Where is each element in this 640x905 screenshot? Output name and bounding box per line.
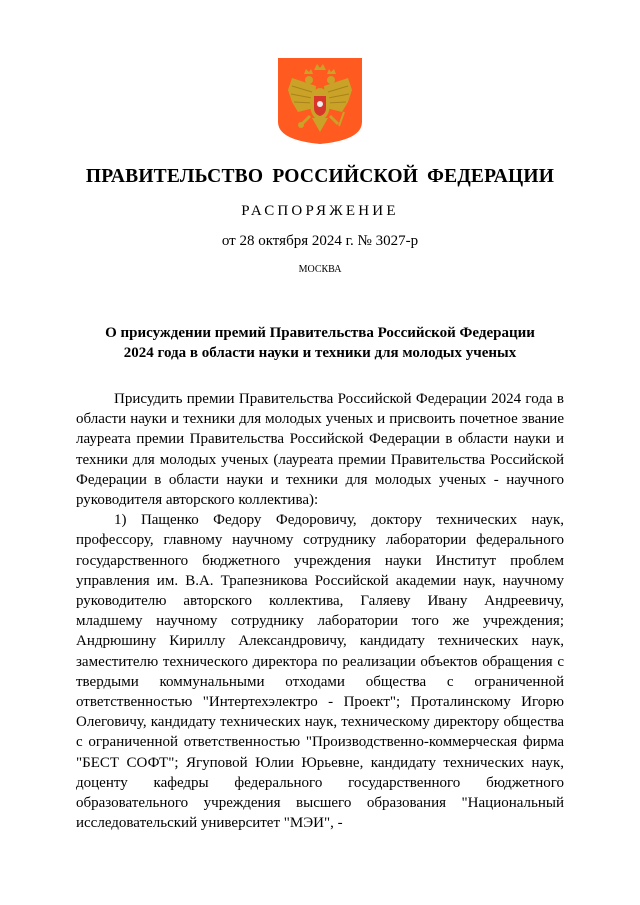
document-city: МОСКВА: [298, 264, 342, 275]
document-subject: [0, 323, 640, 363]
document-date-number: от 28 октября 2024 г. № 3027-р: [221, 233, 419, 249]
document-type: РАСПОРЯЖЕНИЕ: [241, 203, 399, 219]
body-paragraph-intro: Присудить премии Правительства Российской Федерации 2024 года в области науки и техники для молодых ученых и присвоить почетное звание лауреата премии Правительства Российской Федерации в области науки и техники для молодых ученых (лауреата премии Правительства Российской Федерации в области науки и техники для молодых ученых - научного руководителя авторского коллектива):: [76, 391, 564, 509]
body-paragraph-item-1: 1) Пащенко Федору Федоровичу, доктору технических наук, профессору, главному научному сотруднику лаборатории федерального государственного бюджетного учреждения науки Институт проблем управления им. В.А. Трапезникова Российской академии наук, научному руководителю авторского коллектива, Галяеву Ивану Андреевичу, младшему научному сотруднику лаборатории того же учреждения; Андрюшину Кириллу Александровичу, кандидату технических наук, заместителю технического директора по реализации объектов обращения с твердыми коммунальными отходами общества с ограниченной ответственностью "Интертехэлектро - Проект"; Проталинскому Игорю Олеговичу, кандидату технических наук, техническому директору общества с ограниченной ответственностью "Производственно-коммерческая фирма "БЕСТ СОФТ"; Ягуповой Юлии Юрьевне, кандидату технических наук, доценту кафедры федерального государственного бюджетного образовательного учреждения высшего образования "Национальный исследовательский университет "МЭИ", -: [76, 512, 564, 832]
coat-of-arms-icon: [276, 56, 364, 146]
government-title: ПРАВИТЕЛЬСТВО РОССИЙСКОЙ ФЕДЕРАЦИИ: [85, 166, 555, 187]
subject-line-2: 2024 года в области науки и техники для молодых ученых: [123, 345, 517, 361]
document-body: [76, 389, 564, 833]
subject-line-1: О присуждении премий Правительства Российской Федерации: [105, 325, 535, 341]
